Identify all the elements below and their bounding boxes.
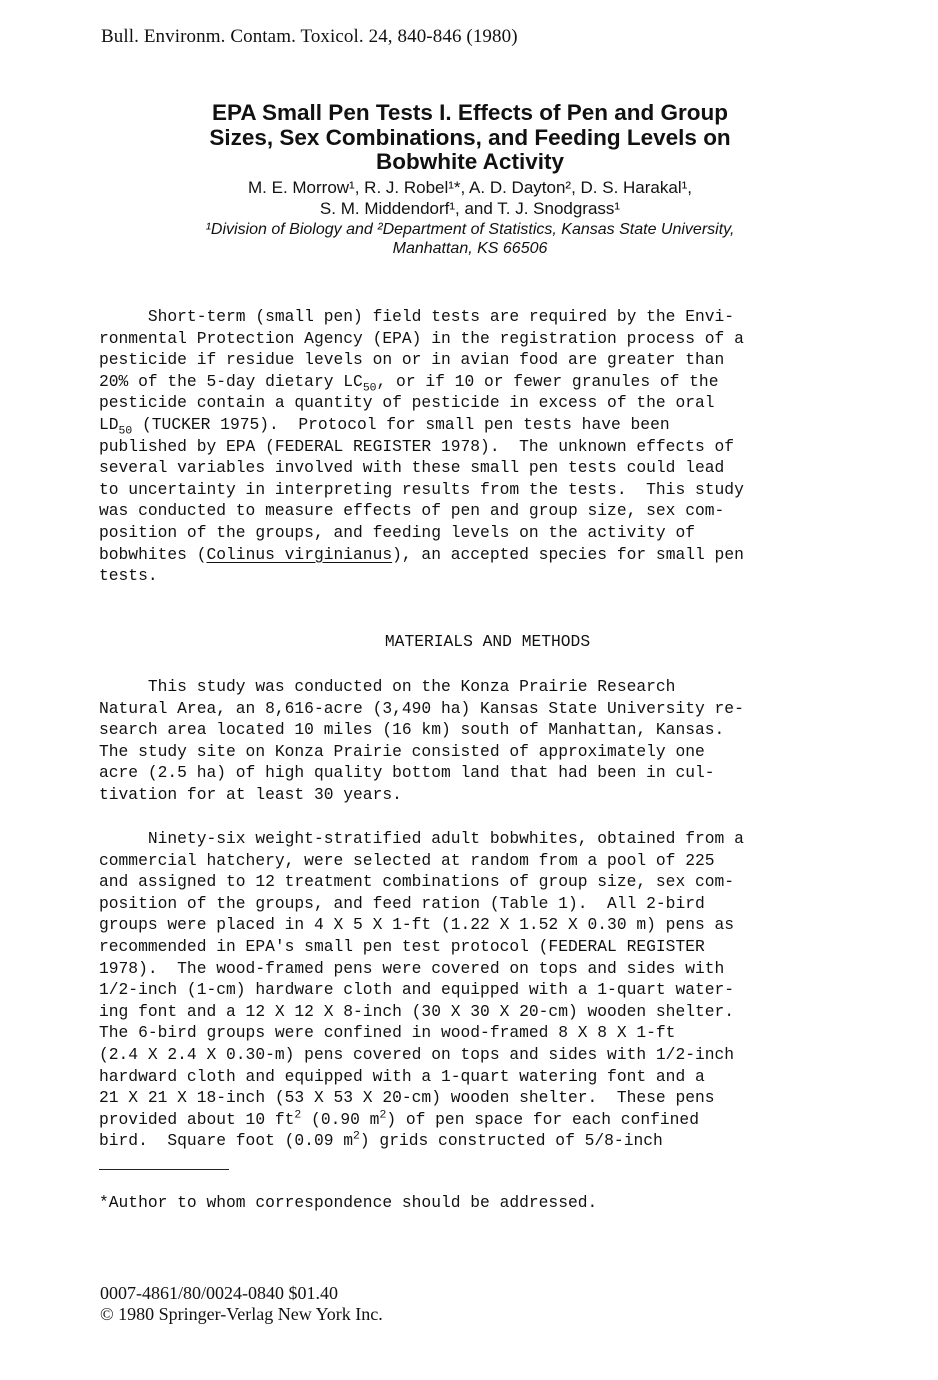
footnote: *Author to whom correspondence should be addressed. — [99, 1193, 598, 1212]
issn-line: 0007-4861/80/0024-0840 $01.40 — [100, 1283, 338, 1303]
superscript: 2 — [379, 1109, 387, 1122]
intro-paragraph — [99, 306, 809, 587]
copyright-line: © 1980 Springer-Verlag New York Inc. — [100, 1304, 383, 1324]
species-name: Colinus virginianus — [206, 544, 393, 564]
methods-text: ) grids constructed of 5/8-inch — [359, 1131, 663, 1151]
journal-citation: Bull. Environm. Contam. Toxicol. 24, 840-846 (1980) — [101, 26, 518, 47]
methods-text: ) of pen space for each confined bird. Square foot (0.09 m — [99, 1109, 699, 1151]
methods-text: Ninety-six weight-stratified adult bobwhites, obtained from a commercial hatchery, were selected at random from a pool of 225 and assigned to 12 treatment combinations of group size, sex com- position of the groups, and feed ration (Table 1). All 2-bird groups were placed in 4 X 5 X 1-ft (1.22 X 1.52 X 0.30 m) pens as recommended in EPA's small pen test protocol (FEDERAL REGISTER 1978). The wood-framed pens were covered on tops and sides with 1/2-inch (1-cm) hardware cloth and equipped with a 1-quart water- ing font and a 12 X 12 X 8-inch (30 X 30 X 20-cm) wooden shelter. The 6-bird groups were confined in wood-framed 8 X 8 X 1-ft (2.4 X 2.4 X 0.30-m) pens covered on tops and sides with 1/2-inch hardward cloth and equipped with a 1-quart watering font and a 21 X 21 X 18-inch (53 X 53 X 20-cm) wooden shelter. These pens provided about 10 ft — [99, 829, 744, 1129]
title-line: Sizes, Sex Combinations, and Feeding Levels on — [209, 124, 731, 150]
author-line: M. E. Morrow¹, R. J. Robel¹*, A. D. Dayton², D. S. Harakal¹, — [248, 178, 692, 197]
affiliation-line: ¹Division of Biology and ²Department of Statistics, Kansas State University, — [205, 221, 735, 238]
intro-text: , or if 10 or fewer granules of the pesticide contain a quantity of pesticide in excess of the oral LD — [99, 371, 719, 434]
methods-text: (0.90 m — [301, 1109, 380, 1129]
subscript: 50 — [362, 382, 377, 395]
methods-paragraph-1: This study was conducted on the Konza Prairie Research Natural Area, an 8,616-acre (3,490 ha) Kansas State University re- search area located 10 miles (16 km) south of Manhattan, Kansas. The study site on Konza Prairie consisted of approximately one acre (2.5 ha) of high quality bottom land that had been in cul- tivation for at least 30 years. — [99, 677, 744, 804]
footnote-divider — [99, 1169, 229, 1170]
superscript: 2 — [353, 1130, 360, 1143]
intro-text: (TUCKER 1975). Protocol for small pen tests have been published by EPA (FEDERAL REGISTER 1978). The unknown effects of several variables involved with these small pen tests could lead to uncertainty in interpreting results from the tests. This study was conducted to measure effects of pen and group size, sex com- position of the groups, and feeding levels on the activity of bobwhites ( — [99, 414, 744, 564]
subscript: 50 — [118, 425, 133, 438]
title-line: Bobwhite Activity — [376, 149, 564, 174]
copyright-block — [100, 1283, 383, 1325]
author-list — [100, 177, 840, 219]
intro-text: ), an accepted species for small pen tests. — [99, 544, 744, 586]
article-title — [100, 101, 840, 175]
author-affiliations — [100, 221, 840, 258]
author-line: S. M. Middendorf¹, and T. J. Snodgrass¹ — [319, 199, 621, 218]
methods-paragraph-2 — [99, 828, 809, 1152]
superscript: 2 — [294, 1109, 302, 1122]
affiliation-line: Manhattan, KS 66506 — [392, 239, 548, 257]
title-line: EPA Small Pen Tests I. Effects of Pen and Group — [212, 100, 728, 125]
section-heading: MATERIALS AND METHODS — [384, 632, 591, 651]
intro-text: Short-term (small pen) field tests are required by the Envi- ronmental Protection Agency (EPA) in the registration process of a pesticide if residue levels on or in avian food are greater than 20% of the 5-day dietary LC — [99, 307, 744, 391]
